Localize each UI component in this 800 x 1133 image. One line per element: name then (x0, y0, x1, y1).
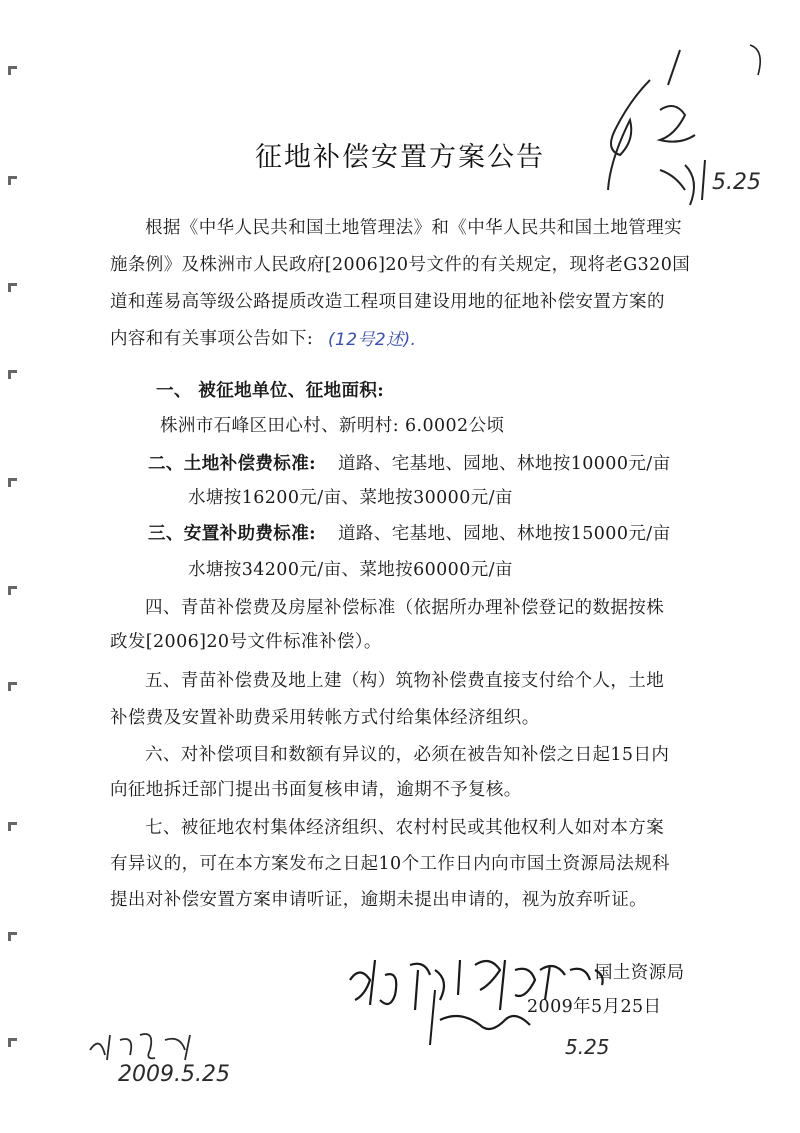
binding-mark (8, 682, 17, 685)
section-4-line: 四、青苗补偿费及房屋补偿标准（依据所办理补偿登记的数据按株 (145, 598, 665, 618)
top-right-date: 5.25 (712, 170, 761, 195)
binding-mark (8, 66, 17, 69)
section-2-title: 二、土地补偿费标准: (148, 454, 316, 474)
binding-mark (8, 478, 17, 481)
intro-line: 根据《中华人民共和国土地管理法》和《中华人民共和国土地管理实 (145, 218, 682, 238)
intro-line: 施条例》及株洲市人民政府[2006]20号文件的有关规定，现将老G320国 (110, 255, 691, 275)
section-4-line: 政发[2006]20号文件标准补偿）。 (110, 632, 382, 652)
section-3-title: 三、安置补助费标准: (148, 524, 316, 544)
page-title: 征地补偿安置方案公告 (255, 142, 545, 173)
issuer: 国土资源局 (595, 963, 685, 983)
section-3-line: 道路、宅基地、园地、林地按15000元/亩 (338, 524, 671, 544)
section-3-line: 水塘按34200元/亩、菜地按60000元/亩 (188, 560, 513, 580)
intro-line: 道和莲易高等级公路提质改造工程项目建设用地的征地补偿安置方案的 (110, 292, 665, 312)
binding-mark (8, 822, 17, 825)
binding-mark (8, 586, 17, 589)
binding-mark (8, 932, 17, 935)
bottom-right-date: 5.25 (565, 1035, 610, 1059)
handwritten-annotation: (12号2述). (328, 330, 417, 350)
section-1-title: 一、 被征地单位、征地面积: (156, 381, 385, 401)
binding-mark (8, 1038, 17, 1041)
section-5-line: 五、青苗补偿费及地上建（构）筑物补偿费直接支付给个人，土地 (145, 671, 665, 691)
section-2-line: 道路、宅基地、园地、林地按10000元/亩 (338, 454, 671, 474)
section-7-line: 七、被征地农村集体经济组织、农村村民或其他权利人如对本方案 (145, 818, 665, 838)
binding-mark (8, 176, 17, 179)
section-2-line: 水塘按16200元/亩、菜地按30000元/亩 (188, 488, 513, 508)
section-6-line: 六、对补偿项目和数额有异议的，必须在被告知补偿之日起15日内 (145, 745, 670, 765)
issue-date: 2009年5月25日 (527, 997, 662, 1017)
section-7-line: 有异议的，可在本方案发布之日起10个工作日内向市国土资源局法规科 (110, 854, 671, 874)
section-5-line: 补偿费及安置补助费采用转帐方式付给集体经济组织。 (110, 708, 540, 728)
section-6-line: 向征地拆迁部门提出书面复核申请，逾期不予复核。 (110, 780, 522, 800)
section-1-body: 株洲市石峰区田心村、新明村: 6.0002公顷 (160, 416, 505, 436)
approval-signature (340, 940, 630, 1050)
intro-line: 内容和有关事项公告如下: (110, 329, 314, 349)
section-7-line: 提出对补偿安置方案申请听证，逾期未提出申请的，视为放弃听证。 (110, 890, 647, 910)
binding-mark (8, 370, 17, 373)
bottom-left-date: 2009.5.25 (118, 1062, 230, 1087)
binding-mark (8, 283, 17, 286)
